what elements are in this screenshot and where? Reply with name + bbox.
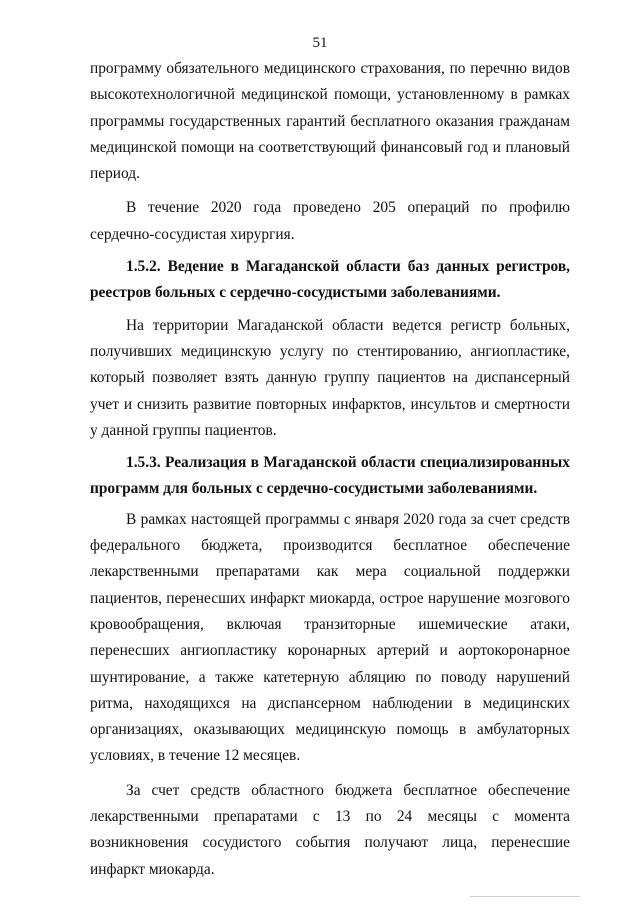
scan-artifact-line bbox=[470, 896, 580, 897]
paragraph-vmp-continuation: программу обязательного медицинского страхования, по перечню видов высокотехнологичной медицинской помощи, установленному в рамках программы государственных гарантий бесплатного оказания гражданам медицинской помощи на соответствующий финансовый год и плановый период. bbox=[90, 60, 570, 183]
paragraph-registry: На территории Магаданской области ведется регистр больных, получивших медицинскую услугу по стентированию, ангиопластике, который позволяет взять данную группу пациентов на диспансерный учет и снизить развитие повторных инфарктов, инсультов и смертности у данной группы пациентов. bbox=[90, 316, 570, 439]
section-heading-1-5-3: 1.5.3. Реализация в Магаданской области специализированных программ для больных с сердечно-сосудистыми заболеваниями. bbox=[90, 454, 570, 498]
paragraph-federal-budget: В рамках настоящей программы с января 2020 года за счет средств федерального бюджета, производится бесплатное обеспечение лекарственными препаратами как мера социальной поддержки пациентов, перенесших инфаркт миокарда, острое нарушение мозгового кровообращения, включая транзиторные ишемические атаки, перенесших ангиопластику коронарных артерий и аортокоронарное шунтирование, а также катетерную абляцию по поводу нарушений ритма, находящихся на диспансерном наблюдении в медицинских организациях, оказывающих медицинскую помощь в амбулаторных условиях, в течение 12 месяцев. bbox=[90, 510, 570, 765]
paragraph-operations-2020: В течение 2020 года проведено 205 операций по профилю сердечно-сосудистая хирургия. bbox=[90, 199, 570, 243]
document-body bbox=[90, 56, 570, 883]
paragraph-regional-budget: За счет средств областного бюджета бесплатное обеспечение лекарственными препаратами с 13 по 24 месяцы с момента возникновения сосудистого события получают лица, перенесшие инфаркт миокарда. bbox=[90, 781, 570, 878]
page-number: 51 bbox=[312, 35, 328, 51]
section-heading-1-5-2: 1.5.2. Ведение в Магаданской области баз данных регистров, реестров больных с сердечно-сосудистыми заболеваниями. bbox=[90, 258, 570, 302]
